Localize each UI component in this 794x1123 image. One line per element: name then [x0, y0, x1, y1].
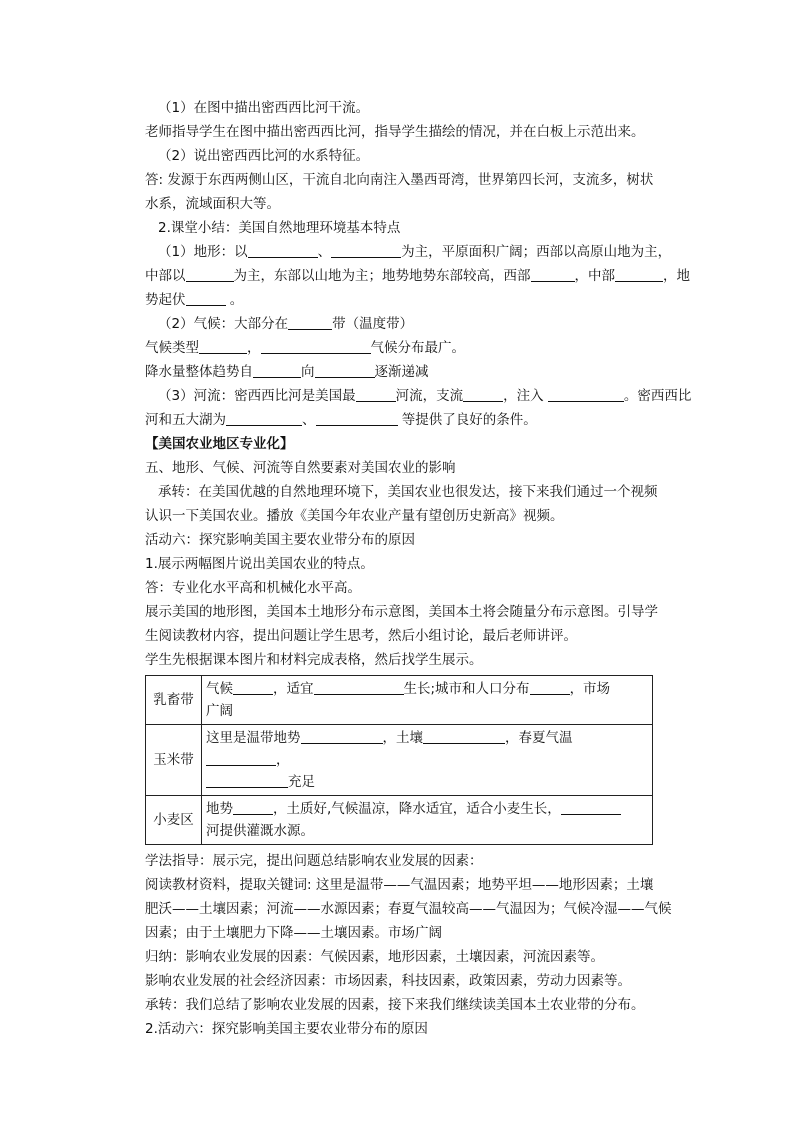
text-fragment: 河和五大湖为	[145, 412, 226, 428]
blank-line[interactable]	[199, 338, 247, 354]
text-line: 影响农业发展的社会经济因素：市场因素，科技因素，政策因素，劳动力因素等。	[145, 973, 631, 989]
zone-content-cell	[202, 676, 653, 725]
text-fragment: 带（温度带）	[332, 316, 414, 332]
text-fragment: ，中部	[574, 268, 615, 284]
blank-line[interactable]	[186, 266, 234, 282]
text-line: 认识一下美国农业。播放《美国今年农业产量有望创历史新高》视频。	[145, 508, 564, 524]
text-line: 展示美国的地形图，美国本土地形分布示意图，美国本土将会随量分布示意图。引导学	[145, 604, 658, 620]
blank-line[interactable]	[206, 750, 276, 766]
text-fragment: 气候	[206, 681, 233, 697]
summary-terrain-line-1	[145, 240, 672, 264]
text-line: 归纳：影响农业发展的因素：气候因素，地形因素，土壤因素，河流因素等。	[145, 949, 604, 965]
text-fragment: 等提供了良好的条件。	[397, 412, 537, 428]
text-fragment: 。	[225, 292, 244, 308]
summary-river-line-1	[145, 384, 692, 408]
blank-line[interactable]	[423, 728, 505, 744]
blank-line[interactable]	[253, 362, 301, 378]
text-line: 老师指导学生在图中描出密西西比河，指导学生描绘的情况，并在白板上示范出来。	[145, 124, 645, 140]
zone-name-cell: 乳畜带	[146, 676, 202, 725]
text-fragment: 中部以	[145, 268, 186, 284]
text-fragment: 、	[317, 244, 332, 260]
agriculture-zones-table	[145, 675, 653, 845]
blank-line[interactable]	[261, 338, 371, 354]
text-fragment: 。密西西比	[623, 388, 692, 404]
text-line: 承转：我们总结了影响农业发展的因素，接下来我们继续读美国本土农业带的分布。	[145, 997, 645, 1013]
blank-line[interactable]	[301, 728, 383, 744]
text-fragment: ，春夏气温	[505, 730, 573, 746]
blank-line[interactable]	[226, 410, 302, 426]
blank-line[interactable]	[561, 799, 621, 815]
text-line: 肥沃——土壤因素；河流——水源因素；春夏气温较高——气温因为；气候冷湿——气候	[145, 901, 672, 917]
blank-line[interactable]	[530, 679, 570, 695]
text-fragment: ，土壤	[382, 730, 423, 746]
blank-line[interactable]	[331, 242, 401, 258]
text-fragment: （2）气候：大部分在	[158, 316, 289, 332]
text-fragment: 为主，东部以山地为主；地势地势东部较高，西部	[233, 268, 531, 284]
blank-line[interactable]	[315, 362, 375, 378]
text-fragment: ，	[276, 752, 290, 768]
blank-line[interactable]	[356, 386, 396, 402]
blank-line[interactable]	[233, 679, 273, 695]
text-fragment: 逐渐递减	[374, 364, 429, 380]
text-fragment: 气候类型	[145, 340, 199, 356]
table-row	[146, 796, 653, 845]
zone-name-cell: 小麦区	[146, 796, 202, 845]
text-line: 2.课堂小结：美国自然地理环境基本特点	[158, 220, 401, 236]
zone-content-cell	[202, 725, 653, 796]
text-fragment: 这里是温带地势	[206, 730, 301, 746]
text-line: 学法指导：展示完，提出问题总结影响农业发展的因素：	[145, 853, 483, 869]
blank-line[interactable]	[248, 242, 318, 258]
blank-line[interactable]	[288, 314, 332, 330]
document-body	[145, 96, 692, 1041]
text-fragment: 势起伏	[145, 292, 186, 308]
text-fragment: ，土质好,气候温凉，降水适宜，适合小麦生长，	[273, 801, 561, 817]
summary-river-line-2	[145, 408, 665, 432]
text-line: 承转：在美国优越的自然地理环境下，美国农业也很发达，接下来我们通过一个视频	[158, 484, 658, 500]
zone-name-cell: 玉米带	[146, 725, 202, 796]
text-fragment: ，注入	[503, 388, 548, 404]
blank-line[interactable]	[186, 290, 226, 306]
text-line: 阅读教材资料，提取关键词: 这里是温带——气温因素；地势平坦——地形因素；土壤	[145, 877, 654, 893]
text-fragment: 充足	[288, 774, 315, 790]
blank-line[interactable]	[531, 266, 575, 282]
blank-line[interactable]	[615, 266, 663, 282]
summary-climate-line-1	[145, 312, 665, 336]
table-row	[146, 725, 653, 796]
text-fragment: 为主，平原面积广阔；西部以高原山地为主，	[401, 244, 672, 260]
text-line: 水系，流域面积大等。	[145, 196, 280, 212]
summary-terrain-line-3	[145, 288, 665, 312]
text-fragment: 河提供灌溉水源。	[206, 823, 314, 839]
text-fragment: ，适宜	[273, 681, 314, 697]
text-line: 答: 发源于东西两侧山区，干流自北向南注入墨西哥湾，世界第四长河，支流多，树状	[145, 172, 654, 188]
text-fragment: ，市场	[569, 681, 611, 697]
text-fragment: 河流，支流	[395, 388, 464, 404]
table-row	[146, 676, 653, 725]
text-line: 学生先根据课本图片和材料完成表格，然后找学生展示。	[145, 652, 483, 668]
text-fragment: 地势	[206, 801, 233, 817]
summary-climate-line-2	[145, 336, 665, 360]
blank-line[interactable]	[314, 679, 404, 695]
text-fragment: 、	[302, 412, 316, 428]
text-fragment: （3）河流：密西西比河是美国最	[158, 388, 356, 404]
summary-climate-line-3	[145, 360, 665, 384]
text-line: 五、地形、气候、河流等自然要素对美国农业的影响	[145, 460, 456, 476]
text-fragment: 生长;城市和人口分布	[403, 681, 530, 697]
blank-line[interactable]	[463, 386, 503, 402]
text-line: 因素；由于土壤肥力下降——土壤因素。市场广阔	[145, 925, 442, 941]
blank-line[interactable]	[316, 410, 398, 426]
text-fragment: 降水量整体趋势自	[145, 364, 253, 380]
text-line: 生阅读教材内容，提出问题让学生思考，然后小组讨论，最后老师讲评。	[145, 628, 577, 644]
zone-content-cell	[202, 796, 653, 845]
text-fragment: ，地	[663, 268, 690, 284]
text-fragment: ，	[247, 340, 261, 356]
text-fragment: 向	[301, 364, 315, 380]
text-line: （1）在图中描出密西西比河干流。	[158, 100, 370, 116]
text-line: 1.展示两幅图片说出美国农业的特点。	[145, 556, 374, 572]
blank-line[interactable]	[548, 386, 624, 402]
text-line: 活动六：探究影响美国主要农业带分布的原因	[145, 532, 415, 548]
text-line: （2）说出密西西比河的水系特征。	[158, 148, 370, 164]
text-line: 2.活动六：探究影响美国主要农业带分布的原因	[145, 1021, 428, 1037]
text-fragment: （1）地形：以	[158, 244, 248, 260]
text-fragment: 广阔	[206, 703, 233, 719]
blank-line[interactable]	[206, 772, 288, 788]
summary-terrain-line-2	[145, 264, 690, 288]
text-line: 答：专业化水平高和机械化水平高。	[145, 580, 361, 596]
blank-line[interactable]	[233, 799, 273, 815]
section-heading: 【美国农业地区专业化】	[145, 436, 294, 452]
text-fragment: 气候分布最广。	[370, 340, 465, 356]
